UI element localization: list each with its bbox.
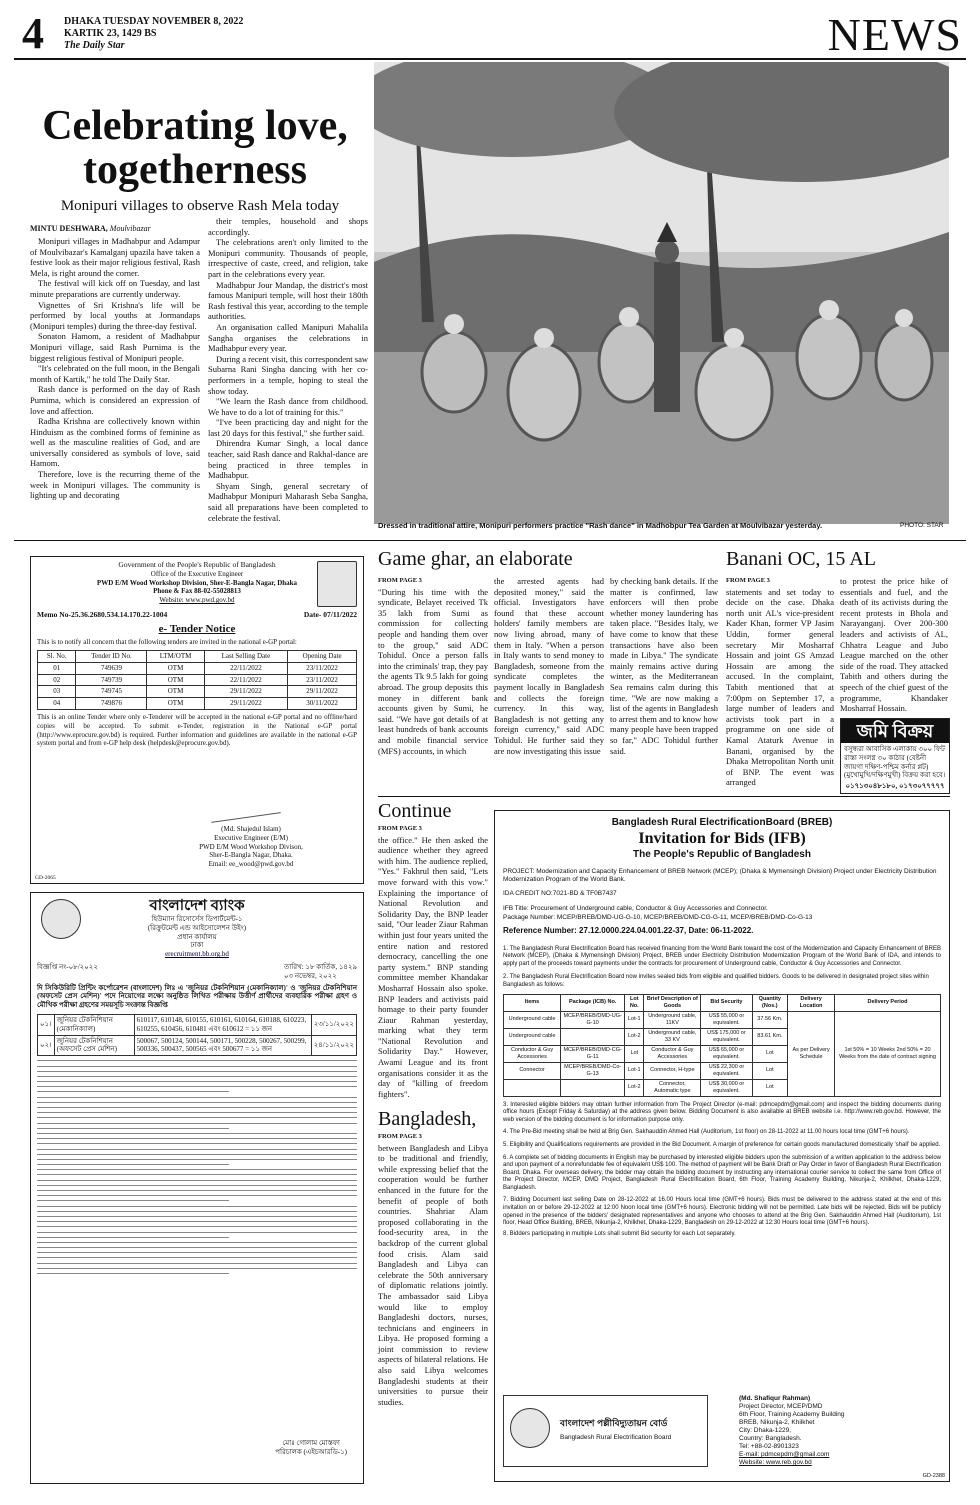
lead-photo [374, 62, 949, 524]
tender-cell: OTM [147, 674, 204, 686]
fine-print-line [37, 1066, 357, 1067]
breb-cell: MCEP/BREB/DMD-UG-G-10 [561, 1011, 625, 1028]
breb-para8: 8. Bidders participating in multiple Lots shall submit Bid security for each Lot separately. [503, 1230, 736, 1237]
breb-para6: 6. A complete set of bidding documents in English may be purchased by interested eligible bidders upon the submission of a written application to the address below and upon payment of a nonrefundable fee of equivalent US$ 100. The method of payment will be Bank Draft or Pay Order in favor of Bangladesh Rural Electrification Board, Dhaka. For overseas delivery, the bidder may obtain the bidding document by instructing any international courier service to collect the same from Office of the Project Director, MCEP, DMD Project, Bangladesh Rural Electrification Board, 6th Floor, Training Academy Building, Nikunja-2, Khilkhet, Dhaka-1229, Bangladesh. [503, 1154, 941, 1191]
bank-date-block [284, 963, 357, 981]
breb-cell [561, 1079, 625, 1096]
breb-sign-line4: BREB, Nikunja-2, Khilkhet [739, 1419, 815, 1426]
breb-package: Package Number: MCEP/BREB/DMD-UG-G-10, MCEP/BREB/DMD-CG-G-11, MCEP/BREB/DMD-Co-G-13 [503, 913, 813, 921]
breb-ida: IDA CREDIT NO:7021-BD & TF0B7437 [503, 890, 617, 897]
fine-print-line [37, 1112, 357, 1113]
fine-print-line [37, 1071, 357, 1072]
fine-print-line [37, 1206, 357, 1207]
fine-print-line [37, 1232, 357, 1233]
breb-header-cell: Delivery Location [788, 994, 835, 1011]
lead-col1-paragraph: The festival will kick off on Tuesday, and last minute preparations are currently underway. [30, 278, 200, 299]
game-ghar-col1-text: "During his time with the syndicate, Belayet received Tk 35 lakh from Sumi as commission for collecting people and handing them over to the group," said ADC Tohidul. Once a person falls into the criminals' trap, they pay the agents Tk 9.5 lakh for going abroad. The group deposits this money in different bank accounts given by Sumi, he said. "We have got details of at least hundreds of bank accounts and mobile financial service (MFS) accounts, in which [378, 586, 488, 756]
fine-print-line [37, 1263, 357, 1264]
tender-cell: 23/11/2022 [288, 674, 357, 686]
bangladesh-column [378, 1132, 488, 1407]
tender-sign-address: Sher-E-Bangla Nagar, Dhaka. [209, 851, 293, 860]
bank-notice-row [37, 963, 357, 981]
fine-print-line [37, 1081, 357, 1082]
game-ghar-column-3: by checking bank details. If the matter is confirmed, law enforcers will then probe whether money laundering has taken place. "Besides Italy, we have come to know that these transactions have also been made in Libya." The syndicate mainly remains active during winter, as the Mediterranean Sea remains calm during this time. "We are now making a list of the agents in Bangladesh to arrest them and to know how many people have been trapped so far," ADC Tohidul further said. [610, 576, 718, 756]
lead-col2-paragraph: During a recent visit, this correspondent saw Subarna Rani Singha dancing with her co-performers in a temple, hoping to steal the show today. [208, 353, 368, 396]
headline-line-1: Celebrating love, [42, 103, 348, 149]
breb-cell: Conductor & Guy Accessories [644, 1045, 701, 1062]
land-sale-ad [840, 718, 950, 794]
breb-cell: Lot [625, 1045, 644, 1062]
bank-logo [41, 899, 81, 939]
banani-from: FROM PAGE 3 [726, 577, 770, 584]
tender-cell: 03 [38, 686, 76, 698]
bank-website: erecruitment.bb.org.bd [165, 950, 229, 959]
fine-print-line [37, 1123, 357, 1124]
bank-line5: ঢাকা [190, 941, 204, 950]
breb-board-en: Bangladesh Rural Electrification Board [560, 1434, 672, 1441]
breb-republic: The People's Republic of Bangladesh [633, 848, 811, 860]
tender-cell: 01 [38, 662, 76, 674]
breb-gd: GD-2388 [922, 1472, 945, 1479]
breb-cell [504, 1079, 561, 1096]
land-ad-body: বসুন্ধরা আবাসিক এলাকায় ৩০০ ফিট রাস্তা সংলগ্ন ৩০ কাঠার (বেষ্টনী জায়গা দক্ষিণ-পশ্চিম কর্নার প্লট) (মুখোমুখি/দক্ষিণমুখী) বিক্রয় করা হবে। [844, 745, 946, 780]
breb-table-body [504, 1011, 941, 1096]
section-name: NEWS [827, 9, 962, 60]
fine-print-line [37, 1149, 357, 1150]
tender-division: PWD E/M Wood Workshop Division, Sher-E-Bangla Nagar, Dhaka [96, 578, 298, 587]
masthead [14, 10, 966, 60]
fine-print-line [37, 1102, 357, 1103]
breb-cell: 83.61 Km. [752, 1028, 788, 1045]
tender-cell: 29/11/2022 [288, 686, 357, 698]
breb-board-bn: বাংলাদেশ পল্লীবিদ্যুতায়ন বোর্ড [560, 1418, 668, 1428]
banani-col1-text: statements and set today to decide on the case. Dhaka north unit AL's vice-president Kader Khan, former VP Jasim Uddin, former general secretary Mir Mosharraf Hossain and joint GS Amzad Hossain are among the accused. In the complaint, Tabith mentioned that at 7:00pm on September 17, a large number of leaders and activists took part in a programme on one side of Kamal Ataturk Avenue in Banani, organised by the Dhaka Metropolitan North unit of BNP. The event was arranged [726, 586, 834, 788]
lead-col1-paragraph: Sonaton Hamom, a resident of Madhabpur Monipuri village, said Rash Purnima is the biggest religious festival of Monipuri people. [30, 331, 200, 363]
breb-cell: MCEP/BREB/DMD-Co-G-13 [561, 1062, 625, 1079]
breb-cell: US$ 30,000 or equivalent. [701, 1079, 752, 1096]
fine-print-line [37, 1268, 357, 1269]
breb-para2: 2. The Bangladesh Rural Electrification Board now invites sealed bids from eligible and qualified bidders. Goods to be delivered in designated project sites within Bangladesh as follows: [503, 974, 929, 988]
breb-cell: Lot-1 [625, 1062, 644, 1079]
tender-title: e- Tender Notice [158, 622, 236, 635]
fine-print-line [37, 1247, 357, 1248]
breb-table [503, 994, 941, 1097]
bank-date-label: তারিখ: [283, 962, 304, 971]
tender-cell: 02 [38, 674, 76, 686]
fine-print-line [37, 1060, 357, 1061]
fine-print-line [37, 1174, 357, 1175]
tender-header-cell: LTM/OTM [147, 651, 204, 663]
tender-cell: 29/11/2022 [204, 698, 288, 710]
tender-table-body [38, 662, 357, 709]
breb-cell: Lot-2 [625, 1079, 644, 1096]
fine-print-line [37, 1242, 357, 1243]
tender-table [37, 650, 357, 710]
byline-name: MINTU DESHWARA, [30, 224, 108, 233]
lead-col2-paragraph: Dhirendra Kumar Singh, a local dance teacher, said Rash dance and Rakhal-dance are being practiced in three temples in Madhabpur. [208, 438, 368, 481]
tender-header-cell: Sl. No. [38, 651, 76, 663]
bank-row2-post: জুনিয়র টেকনিশিয়ান (অফসেট প্রেস মেশিন) [54, 1035, 134, 1056]
breb-cell: Lot-1 [625, 1011, 644, 1028]
lead-col2-paragraph: Shyam Singh, general secretary of Madhabpur Monipuri Maharash Seba Sangha, said all preparations have been completed to celebrate the festival. [208, 480, 368, 523]
fine-print-line [37, 1180, 357, 1181]
bank-heading: দি সিকিউরিটি প্রিন্টিং কর্পোরেশন (বাংলাদেশ) লিঃ এ 'জুনিয়র টেকনিশিয়ান (মেকানিক্যাল)' ও 'জুনিয়র টেকনিশিয়ান (অফসেট প্রেস মেশিন)' পদে নিয়োগের লক্ষ্যে অনুষ্ঠিত লিখিত পরীক্ষায় উত্তীর্ণ প্রার্থীদের ব্যবহারিক পরীক্ষা গ্রহণ ও মৌখিক পরীক্ষা গ্রহণের সময়সূচি সংক্রান্ত বিজ্ঞপ্তি [37, 983, 357, 1010]
bangladesh-bank-ad [30, 892, 364, 1484]
breb-cell: Lot [752, 1062, 788, 1079]
fine-print-line [37, 1086, 357, 1087]
lead-col2-paragraph: their temples, household and shops accordingly. [208, 216, 368, 237]
tender-memo: Memo No-25.36.2680.534.14.170.22-1004 [37, 609, 168, 619]
breb-project: PROJECT: Modernization and Capacity Enhancement of BREB Network (MCEP); (Dhaka & Mymensingh Division) Project under Electricity Distribution Modernization Program of the World Bank. [503, 868, 937, 883]
breb-cell: Connector [504, 1062, 561, 1079]
tender-govt: Government of the People's Republic of Bangladesh [118, 560, 276, 569]
tender-sign-email: Email: ee_wood@pwd.gov.bd [208, 860, 294, 869]
breb-cell: US$ 65,000 or equivalent. [701, 1045, 752, 1062]
bangladesh-title: Bangladesh, [378, 1108, 477, 1130]
tender-cell: 30/11/2022 [288, 698, 357, 710]
fine-print-line [37, 1076, 357, 1077]
breb-cell: US$ 22,300 or equivalent. [701, 1062, 752, 1079]
lead-col1-paragraph: Therefore, love is the recurring theme of the week in Monipuri villages. The community is lighting up and decorating [30, 469, 200, 501]
lead-col2-paragraph: "I've been practicing day and night for the last 20 days for this festival," she further said. [208, 417, 368, 438]
fine-print-line [37, 1138, 357, 1139]
tender-cell: 22/11/2022 [204, 674, 288, 686]
tender-row [38, 674, 357, 686]
fine-print-line [37, 1237, 229, 1238]
bangladesh-from: FROM PAGE 3 [378, 1133, 422, 1140]
tender-row [38, 662, 357, 674]
bank-line4: প্রধান কার্যালয় [177, 932, 217, 941]
breb-cell: US$ 55,000 or equivalent. [701, 1011, 752, 1028]
fine-print-line [37, 1257, 357, 1258]
breb-para4: 4. The Pre-Bid meeting shall be held at Brig Gen. Sakhauddin Ahmed Hall (Auditorium, 1st floor) on 28-11-2022 at 11.00 hours local time (GMT+6 hours). [503, 1129, 910, 1136]
breb-reference: Reference Number: 27.12.0000.224.04.001.22-37, Date: 06-11-2022. [503, 926, 754, 936]
bank-row-2 [38, 1035, 357, 1056]
bank-instructions [37, 1060, 357, 1274]
tender-cell: 29/11/2022 [204, 686, 288, 698]
tender-cell: 749639 [76, 662, 147, 674]
breb-cell: 37.56 Km. [752, 1011, 788, 1028]
fine-print-line [37, 1128, 229, 1129]
dateline [64, 16, 243, 52]
photo-caption: Dressed in traditional attire, Monipuri performers practice "Rash dance" in Madhobpur Tea Garden at Moulvibazar yesterday. [378, 521, 823, 530]
breb-cell: Underground cable, 33 KV [644, 1028, 701, 1045]
game-ghar-column-2: the arrested agents had deposited money," said the official. Investigators have found that these account holders' family members are now living abroad, many of them in Italy. "When a person in Italy wants to send money to Bangladesh, someone from the syndicate completes the payment locally in Bangladesh and collects the foreign currency. In this way, Bangladesh is not getting any foreign currency," said ADC Tohidul. He further said they are now investigating this issue [494, 576, 604, 756]
breb-ifb: IFB Title: Procurement of Underground cable, Conductor & Guy Accessories and Connector. [503, 904, 768, 912]
tender-cell: 22/11/2022 [204, 662, 288, 674]
tender-intro: This is to notify all concern that the following tenders are invited in the national e-GP portal: [37, 638, 297, 647]
breb-cell: Underground cable, 11KV [644, 1011, 701, 1028]
lead-col1-paragraph: Rash dance is performed on the day of Rash Purnima, which is considered an expression of love and affection. [30, 384, 200, 416]
fine-print-line [37, 1226, 357, 1227]
breb-org: Bangladesh Rural ElectrificationBoard (BREB) [611, 817, 833, 828]
paper-name: The Daily Star [64, 40, 125, 51]
tender-date: Date- 07/11/2022 [303, 609, 357, 619]
lead-col1-paragraph: "It's celebrated on the full moon, in the Bengali month of Kartik," he told The Daily Star. [30, 363, 200, 384]
fine-print-line [37, 1169, 357, 1170]
bangladesh-text: between Bangladesh and Libya to be traditional and friendly, while expressing belief that the cooperation would be further enhanced in the future for the benefit of people of both countries. Shahriar Alam proposed collaborating in the food-security area, in the backdrop of the current global food crisis. Alam said Bangladesh and Libya can celebrate the 50th anniversary of diplomatic relations jointly. The ambassador said Libya would like to employ Bangladeshi doctors, nurses, technicians and engineers in Libya. He proposed forming a joint commission to review aspects of bilateral relations. He also said Libya welcomes Bangladeshi students at their universities to pursue their studies. [378, 1142, 488, 1407]
fine-print-line [37, 1273, 229, 1274]
continue-title: Continue [378, 800, 452, 822]
fine-print-line [37, 1097, 357, 1098]
bank-row2-rolls: 500067, 500124, 500144, 500171, 500228, 500267, 500299, 500336, 500437, 500565 এবং 500677 = ১১ জন [134, 1035, 311, 1056]
breb-cell: US$ 175,000 or equivalent. [701, 1028, 752, 1045]
lead-column-1 [30, 236, 200, 501]
bank-row1-rolls: 610117, 610148, 610155, 610161, 610164, 610188, 610223, 610255, 610456, 610481 এবং 610612 = ১১ জন [134, 1014, 311, 1035]
breb-sign-line5: City: Dhaka-1229, [739, 1427, 792, 1434]
breb-logo-block [503, 1395, 708, 1467]
breb-cell: Underground cable [504, 1011, 561, 1028]
breb-cell: MCEP/BREB/DMD-CG-G-11 [561, 1045, 625, 1062]
fine-print-line [37, 1216, 357, 1217]
breb-sign-line3: 6th Floor, Training Academy Building [739, 1411, 845, 1418]
breb-row [504, 1011, 941, 1028]
breb-table-header [504, 994, 941, 1011]
breb-sign-web: Website: www.reb.gov.bd [739, 1459, 812, 1466]
date-line-1: DHAKA TUESDAY NOVEMBER 8, 2022 [64, 16, 244, 27]
breb-delivery-location: As per Delivery Schedule [788, 1011, 835, 1096]
breb-header-cell: Brief Description of Goods [644, 994, 701, 1011]
photo-credit: PHOTO: STAR [900, 522, 944, 529]
bank-row1-date: ২৩/১১/২০২২ [311, 1014, 356, 1035]
bank-row1-no: ০১। [38, 1014, 55, 1035]
fine-print-line [37, 1117, 357, 1118]
tender-office: Office of the Executive Engineer [150, 569, 244, 578]
lead-col2-paragraph: An organisation called Manipuri Mahalila Sangha organises the celebrations in Madhabpur every year. [208, 321, 368, 354]
dancers-photo-illustration [374, 62, 949, 524]
lead-col1-paragraph: Monipuri villages in Madhabpur and Adampur of Moulvibazar's Kamalganj upazila have taken a festive look as their major religious festival, Rash Mela, is right around the corner. [30, 236, 200, 278]
tender-row [38, 686, 357, 698]
breb-cell: Connector, H-type [644, 1062, 701, 1079]
fine-print-line [37, 1143, 357, 1144]
continue-column [378, 824, 488, 1099]
game-ghar-column-1 [378, 576, 488, 756]
fine-print-line [37, 1164, 229, 1165]
breb-para5: 5. Eligibility and Qualifications requirements are provided in the Bid Document. A margin of preference for certain goods manufactured domestically 'shall' be applied. [503, 1141, 941, 1148]
tender-sign-name: (Md. Shajedul Islam) [221, 825, 281, 833]
lead-headline [30, 104, 360, 192]
banani-column-2: to protest the price hike of essentials and fuel, and the death of its activists during the recent protests in Bhola and Narayanganj. Over 200-300 leaders and activists of AL, Chhatra League and Jubo League marched on the other side of the road. They attacked Tabith and others during the speech of the chief guest of the programme, Khandaker Mosharraf Hossain. [840, 576, 948, 714]
tender-cell: 749745 [76, 686, 147, 698]
breb-cell: Underground cable [504, 1028, 561, 1045]
headline-line-2: togetherness [83, 147, 307, 193]
fine-print-line [37, 1154, 357, 1155]
breb-ifb-ad [494, 810, 950, 1482]
breb-para3: 3. Interested eligible bidders may obtain further information from The Project Director (e-mail: pdmcepdm@gmail.com) and inspect the bidding documents during office hours (Except Friday & Saturday) at the address given below. Bidding Document is also available at BREB website i.e. http://www.reb.gov.bd. However, the web version of the bidding document is for information purpose only. [503, 1101, 941, 1123]
fine-print-line [37, 1185, 357, 1186]
land-ad-title: জমি বিক্রয় [841, 719, 949, 743]
bank-sign-name: মোঃ গোলাম মোস্তফা [282, 1439, 340, 1448]
bank-line2: হিউম্যান রিসোর্সেস ডিপার্টমেন্ট-১ [151, 915, 243, 923]
bank-date-2: ০৩ নভেম্বর, ২০২২ [283, 971, 337, 980]
tender-cell: OTM [147, 686, 204, 698]
breb-para7: 7. Bidding Document last selling Date on 28-12-2022 at 16.00 Hours local time (GMT+6 hours). Bids must be delivered to the address stated at the end of this invitation on or before 29-12-2022 at 12:00 Noon local time (GMT+6 hours). Electronic bidding will not be permitted. Late bids will be rejected. Bids will be publicly opened in the presence of the bidders' designated representatives and anyone who chooses to attend at the Brig Gen. Sakhauddin Ahmed Hall (Auditorium), 1st floor, Head Office Building, BREB, Nikunja-2, Khilkhet, Dhaka-1229, Bangladesh on 29-12-2022 at 12:30 Hours local time (GMT+6 hours). [503, 1197, 941, 1227]
lead-col2-paragraph: Madhabpur Jour Mandap, the district's most famous Manipuri temple, will host their 180th Rash festival this year, according to the temple authorities. [208, 279, 368, 322]
lead-byline [30, 224, 151, 233]
breb-sign-line6: Country: Bangladesh. [739, 1435, 802, 1442]
tender-signature-block [151, 825, 351, 869]
fine-print-line [37, 1190, 357, 1191]
signature-mark [211, 812, 280, 823]
breb-header-cell: Delivery Period [835, 994, 941, 1011]
lead-col1-paragraph: Radha Krishna are collectively known within Hinduism as the combined forms of feminine as well as the masculine realities of God, and are universally considered as symbols of love, said Hamom. [30, 416, 200, 469]
lead-col2-paragraph: "We learn the Rash dance from childhood. We have to do a lot of training for this." [208, 396, 368, 417]
bank-date-1: ১৮ কার্তিক, ১৪২৯ [305, 962, 357, 971]
section-divider [14, 540, 966, 541]
continue-from: FROM PAGE 3 [378, 825, 422, 832]
breb-header-cell: Quantity (Nos.) [752, 994, 788, 1011]
date-line-2: KARTIK 23, 1429 BS [64, 28, 157, 39]
breb-cell: Lot [752, 1045, 788, 1062]
bank-line3: (রিক্রুটমেন্ট এন্ড আইসোলেশন উইং) [147, 923, 247, 932]
tender-memo-row [37, 611, 357, 620]
breb-cell: Conductor & Guy Accessories [504, 1045, 561, 1062]
fine-print-line [37, 1159, 357, 1160]
bank-signature [275, 1439, 347, 1457]
banani-title: Banani OC, 15 AL [726, 548, 876, 570]
tender-table-header [38, 651, 357, 663]
breb-logo [510, 1408, 550, 1448]
lead-subhead: Monipuri villages to observe Rash Mela today [60, 198, 340, 214]
bank-notice-no: বিজ্ঞপ্তি নং-০৮/২০২২ [37, 962, 98, 971]
lead-col1-paragraph: Vignettes of Sri Krishna's life will be performed by local youths at Jormandaps (Monipuri temples) during the three-day festival. [30, 299, 200, 331]
lead-col2-paragraph: The celebrations aren't only limited to the Monipuri community. Thousands of people, irrespective of caste, creed, and religion, take part in the celebrations every year. [208, 237, 368, 279]
breb-header-cell: Package (ICB) No. [561, 994, 625, 1011]
breb-cell [561, 1028, 625, 1045]
breb-header-cell: Lot No. [625, 994, 644, 1011]
breb-signature [739, 1395, 939, 1467]
tender-cell: 23/11/2022 [288, 662, 357, 674]
bank-row2-no: ০২। [38, 1035, 55, 1056]
banani-column-1 [726, 576, 834, 788]
fine-print-line [37, 1211, 357, 1212]
tender-cell: 04 [38, 698, 76, 710]
tender-cell: 749876 [76, 698, 147, 710]
land-ad-phone: ০১৭১৩০৪৮১৮০, ০১৭৩০৭৭৭৭৭ [845, 782, 945, 791]
page-number: 4 [22, 9, 44, 58]
breb-header-cell: Bid Security [701, 994, 752, 1011]
breb-sign-name: (Md. Shafiqur Rahman) [739, 1395, 811, 1402]
fine-print-line [37, 1133, 357, 1134]
fine-print-line [37, 1107, 357, 1108]
breb-sign-email: E-mail: pdmcepdm@gmail.com [739, 1451, 830, 1458]
tender-cell: OTM [147, 662, 204, 674]
mid-divider [378, 796, 950, 797]
byline-place: Moulvibazar [109, 224, 151, 233]
bank-row2-date: ২৪/১১/২০২২ [311, 1035, 356, 1056]
tender-cell: 749739 [76, 674, 147, 686]
continue-text: the office." He then asked the audience whether they agreed with him. The audience replied, "Yes." Fakhrul then said, "Lets move forward with this vow." Explaining the importance of National Revolution and Solidarity Day, the BNP leader said, "Our leader Ziaur Rahman within just four years united the entire nation and restored democracy, cancelling the one party system." BNP standing committee member Khandakar Mosharraf Hossain also spoke. BNP leaders and activists paid homage to their party founder Ziaur Rahman yesterday, marking what they term "National Revolution and Solidarity Day." However, Awami League and its front organisations consider it as the day of "killing of freedom fighters". [378, 834, 488, 1099]
fine-print-line [37, 1200, 229, 1201]
tender-sign-division: PWD E/M Wood Workshop Divison, [199, 842, 303, 851]
tender-website: Website: www.pwd.gov.bd [159, 596, 235, 605]
breb-sign-tel: Tel: +88-02-8901323 [739, 1443, 799, 1450]
tender-header-cell: Opening Date [288, 651, 357, 663]
bank-row-1 [38, 1014, 357, 1035]
breb-title: Invitation for Bids (IFB) [638, 829, 806, 847]
tender-phone: Phone & Fax 88-02-55028813 [153, 587, 241, 596]
breb-cell: Lot-2 [625, 1028, 644, 1045]
tender-gd: GD-2065 [35, 874, 56, 881]
fine-print-line [37, 1252, 357, 1253]
breb-delivery-period: 1st 50% = 10 Weeks 2nd 50% = 20 Weeks from the date of contract signing [835, 1011, 941, 1096]
tender-header-cell: Tender ID No. [76, 651, 147, 663]
fine-print-line [37, 1091, 229, 1092]
fine-print-line [37, 1195, 357, 1196]
tender-row [38, 698, 357, 710]
game-ghar-from: FROM PAGE 3 [378, 577, 422, 584]
breb-para1: 1. The Bangladesh Rural Electrification Board has received financing from the World Bank toward the cost of the Modernization and Capacity Enhancement of BREB Network (MCEP), (Dhaka & Mymensingh Division) Project, BREB under Electricity Distribution Modernization Program of the World Bank of IDA, and intends to apply part of the proceeds toward payments under the contracts for procurement of Underground cable, Conductor & Guy Accessories and Connector. [503, 945, 941, 967]
minister-portrait [317, 561, 357, 607]
game-ghar-title: Game ghar, an elaborate [378, 548, 573, 570]
breb-cell: Connector, Automatic type [644, 1079, 701, 1096]
fine-print-line [37, 1221, 357, 1222]
tender-notice-ad [30, 556, 364, 884]
breb-sign-title: Project Director, MCEP/DMD [739, 1403, 823, 1410]
bank-row1-post: জুনিয়র টেকনিশিয়ান (মেকানিক্যাল) [54, 1014, 134, 1035]
lead-column-2 [208, 216, 368, 523]
breb-header-cell: Items [504, 994, 561, 1011]
breb-cell: Lot [752, 1079, 788, 1096]
bank-table [37, 1014, 357, 1056]
tender-header-cell: Last Selling Date [204, 651, 288, 663]
bank-sign-title: পরিচালক (এইচআরডি-১) [275, 1448, 347, 1457]
tender-cell: OTM [147, 698, 204, 710]
bank-title: বাংলাদেশ ব্যাংক [149, 898, 245, 914]
tender-sign-title: Executive Engineer (E/M) [214, 833, 288, 842]
tender-body-text: This is an online Tender where only e-Tenderer will be accepted in the national e-GP portal and no offline/hard copies will be accepted. To submit e-Tender, registration in the National e-GP portal (http://www.eprocure.gov.bd) is required. Further information and guidelines are available in the national e-GP system portal and from e-GP help desk (helpdesk@eprocure.gov.bd). [37, 713, 357, 748]
